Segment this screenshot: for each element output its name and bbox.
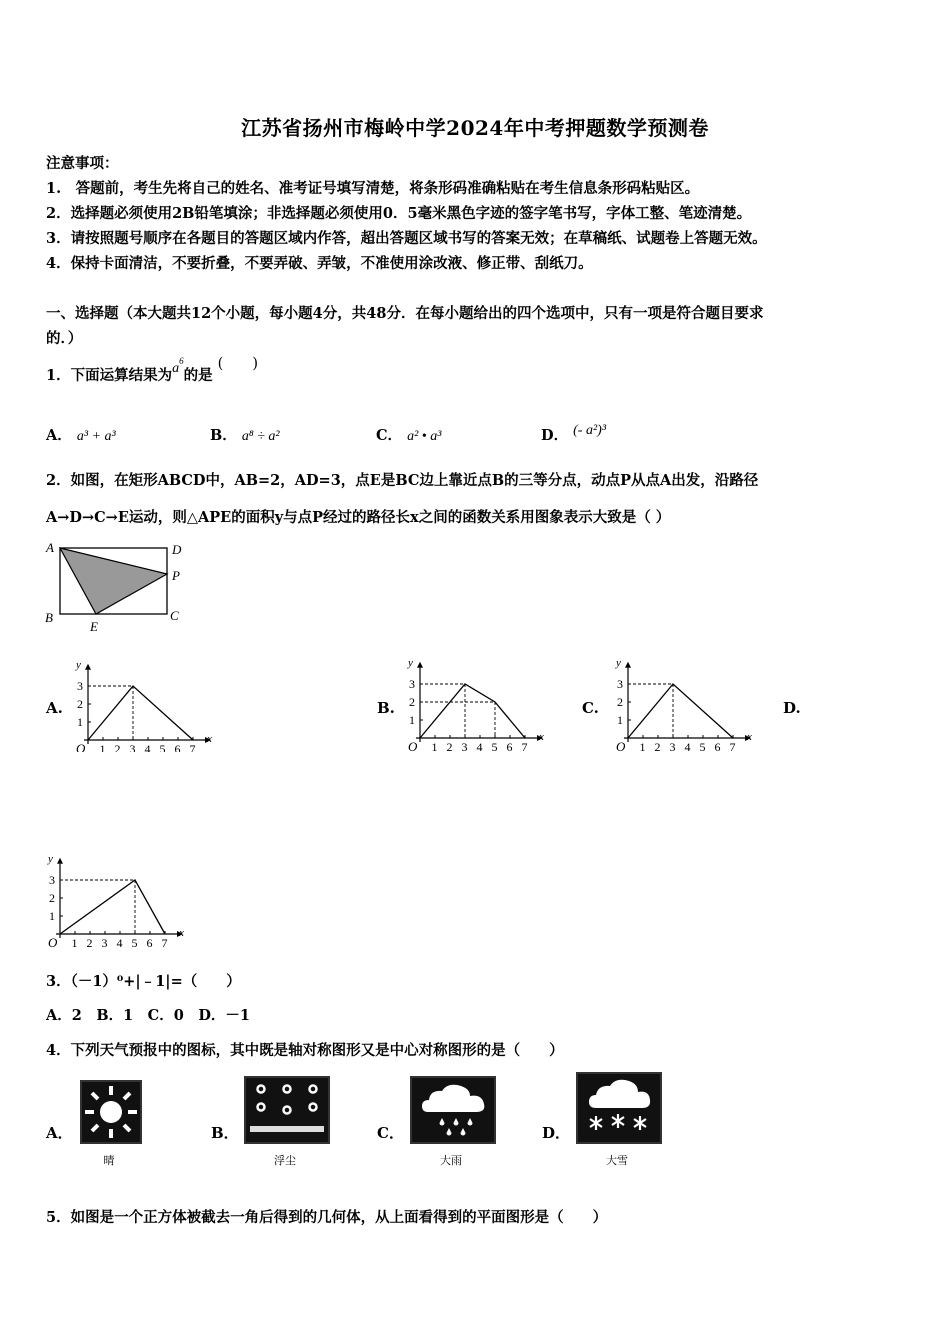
q4-option-c-label: C．: [377, 1124, 404, 1142]
x-axis-label: x: [539, 731, 544, 743]
q1-option-c-expr: a² • a³: [407, 429, 442, 444]
label-c: C: [170, 608, 179, 623]
y-tick-label: 2: [49, 891, 55, 905]
q2-option-c-label: C.: [582, 699, 599, 717]
y-axis-arrow: [625, 662, 631, 668]
x-tick-label: 4: [116, 936, 123, 948]
y-tick-label: 1: [617, 713, 623, 727]
q4-stem: 4．下列天气预报中的图标，其中既是轴对称图形又是中心对称图形的是（ ）: [46, 1042, 564, 1059]
heavy-snow-icon: [576, 1072, 662, 1144]
x-tick-label: 7: [729, 740, 736, 752]
x-tick-label: 2: [114, 742, 121, 752]
q2-line2: A→D→C→E运动，则△APE的面积y与点P经过的路径长x之间的函数关系用图象表示大致是（ ）: [46, 509, 671, 526]
x-tick-label: 5: [159, 742, 166, 752]
x-axis-label: x: [179, 927, 184, 939]
q4-option-a-label: A．: [46, 1124, 73, 1142]
label-d: D: [172, 542, 182, 557]
x-tick-label: 5: [491, 740, 498, 752]
y-axis-arrow: [57, 858, 63, 864]
q1-option-d-label: D．: [541, 427, 569, 444]
notice-item-2: 2．选择题必须使用2B铅笔填涂；非选择题必须使用0．5毫米黑色字迹的签字笔书写，字体工整、笔迹清楚。: [46, 205, 752, 222]
label-b: B: [45, 610, 53, 625]
q4-caption-b: 浮尘: [274, 1154, 296, 1167]
label-e: E: [90, 619, 98, 634]
x-tick-label: 5: [699, 740, 706, 752]
x-tick-label: 4: [684, 740, 691, 752]
q1-option-a: [46, 424, 116, 445]
y-tick-label: 2: [77, 697, 83, 711]
q4-caption-c: 大雨: [440, 1154, 462, 1167]
y-tick-label: 2: [617, 695, 623, 709]
q1-stem-suffix: 的是: [183, 367, 213, 384]
q1-stem-exp: 6: [179, 356, 184, 367]
section1-line2: 的．）: [46, 330, 83, 347]
page-title: 江苏省扬州市梅岭中学2024年中考押题数学预测卷: [241, 116, 709, 140]
q1-stem-prefix: 1．下面运算结果为: [46, 367, 173, 384]
q1-option-a-expr: a³ + a³: [76, 429, 116, 444]
q2-line1: 2．如图，在矩形ABCD中，AB=2，AD=3，点E是BC边上靠近点B的三等分点，动点P从点A出发，沿路径: [46, 472, 759, 489]
x-tick-label: 5: [131, 936, 138, 948]
q1-stem: [46, 356, 258, 385]
x-tick-label: 2: [86, 936, 93, 948]
x-tick-label: 1: [639, 740, 646, 752]
y-axis-label: y: [48, 852, 53, 865]
q1-option-b-expr: a⁸ ÷ a²: [241, 429, 280, 444]
q1-option-c-label: C．: [376, 427, 403, 444]
y-axis-label: y: [408, 656, 413, 669]
y-tick-label: 1: [49, 909, 55, 923]
x-tick-label: 2: [654, 740, 661, 752]
x-tick-label: 3: [129, 742, 136, 752]
x-axis-label: x: [207, 733, 212, 745]
function-line: [88, 686, 193, 740]
y-tick-label: 3: [409, 677, 415, 691]
y-axis-label: y: [76, 658, 81, 671]
y-axis-label: y: [616, 656, 621, 669]
q2-option-a-label: A.: [46, 699, 63, 717]
q1-option-a-label: A．: [46, 427, 72, 444]
y-tick-label: 1: [409, 713, 415, 727]
q4-option-b-label: B．: [211, 1124, 239, 1142]
y-tick-label: 3: [49, 873, 55, 887]
q1-stem-expr: a: [172, 361, 180, 376]
sunny-icon: [80, 1080, 142, 1144]
x-tick-label: 2: [446, 740, 453, 752]
y-tick-label: 1: [77, 715, 83, 729]
x-axis-label: x: [747, 731, 752, 743]
x-tick-label: 3: [101, 936, 108, 948]
q2-option-b-label: B.: [377, 699, 395, 717]
x-tick-label: 6: [714, 740, 721, 752]
label-a: A: [46, 540, 54, 555]
label-p: P: [172, 568, 180, 583]
origin-label: O: [48, 935, 58, 948]
section1-line1: 一、选择题（本大题共12个小题，每小题4分，共48分．在每小题给出的四个选项中，只有一项是符合题目要求: [46, 305, 764, 322]
q3-options: A．2 B．1 C．0 D．－1: [46, 1007, 250, 1024]
x-tick-label: 4: [144, 742, 151, 752]
x-tick-label: 6: [146, 936, 153, 948]
notice-heading: 注意事项：: [46, 155, 119, 172]
x-tick-label: 1: [71, 936, 78, 948]
q1-option-d-expr: (- a²)³: [573, 423, 607, 438]
x-tick-label: 4: [476, 740, 483, 752]
notice-item-1: 1. 答题前，考生先将自己的姓名、准考证号填写清楚，将条形码准确粘贴在考生信息条形码粘贴区。: [46, 180, 700, 197]
q4-caption-a: 晴: [103, 1154, 115, 1167]
x-tick-label: 6: [506, 740, 513, 752]
graph-option-b: [404, 648, 554, 752]
graph-option-d: [44, 844, 194, 948]
y-tick-label: 3: [77, 679, 83, 693]
function-line: [60, 880, 165, 934]
origin-label: O: [408, 739, 418, 752]
notice-item-3: 3．请按照题号顺序在各题目的答题区域内作答，超出答题区域书写的答案无效；在草稿纸、试题卷上答题无效。: [46, 230, 767, 247]
function-line: [628, 684, 733, 738]
q1-option-c: [376, 424, 441, 445]
rectangle-figure: [40, 538, 190, 634]
q1-option-b-label: B．: [210, 427, 237, 444]
q4-caption-d: 大雪: [606, 1154, 628, 1167]
q1-option-d: [541, 424, 606, 445]
x-tick-label: 1: [99, 742, 106, 752]
y-tick-label: 2: [409, 695, 415, 709]
q1-paren: ( ): [217, 356, 258, 372]
x-tick-label: 1: [431, 740, 438, 752]
x-tick-label: 3: [669, 740, 676, 752]
y-axis-arrow: [85, 664, 91, 670]
graph-option-c: [612, 648, 762, 752]
notice-item-4: 4．保持卡面清洁，不要折叠，不要弄破、弄皱，不准使用涂改液、修正带、刮纸刀。: [46, 255, 593, 272]
x-tick-label: 7: [521, 740, 528, 752]
q5-stem: 5．如图是一个正方体被截去一角后得到的几何体，从上面看得到的平面图形是（ ）: [46, 1209, 608, 1226]
y-tick-label: 3: [617, 677, 623, 691]
y-axis-arrow: [417, 662, 423, 668]
x-tick-label: 7: [189, 742, 196, 752]
q4-option-d-label: D．: [542, 1124, 571, 1142]
heavy-rain-icon: [410, 1076, 496, 1144]
origin-label: O: [76, 741, 86, 752]
graph-option-a: [72, 650, 222, 752]
origin-label: O: [616, 739, 626, 752]
function-line: [420, 684, 525, 738]
triangle-ape: [60, 548, 167, 614]
q2-option-d-label: D.: [783, 699, 801, 717]
q1-option-b: [210, 424, 280, 445]
x-tick-label: 3: [461, 740, 468, 752]
q3-stem: 3．（－1）⁰+|﹣1|=（ ）: [46, 973, 241, 990]
x-tick-label: 7: [161, 936, 168, 948]
x-tick-label: 6: [174, 742, 181, 752]
floating-dust-icon: [244, 1076, 330, 1144]
